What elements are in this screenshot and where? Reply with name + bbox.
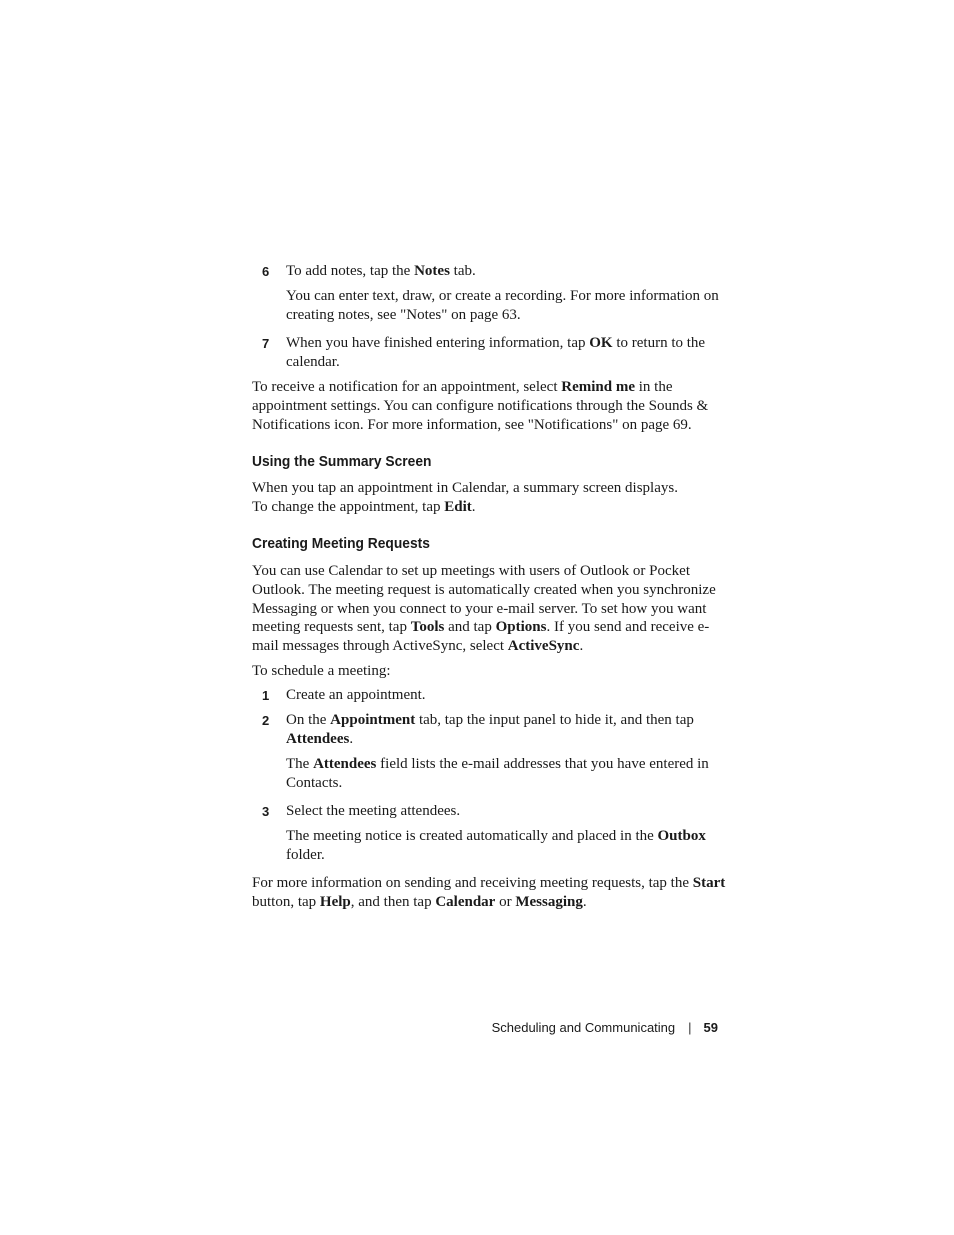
meeting-heading: Creating Meeting Requests xyxy=(252,535,430,552)
step-3-note: The meeting notice is created automatically and placed in the Outbox folder. xyxy=(286,828,706,863)
closing-paragraph: For more information on sending and receiving meeting requests, tap the Start button, tap Help, and then tap Calendar or Messaging. xyxy=(252,875,726,910)
summary-heading: Using the Summary Screen xyxy=(252,453,432,470)
step-number: 1 xyxy=(262,688,270,703)
meeting-intro: You can use Calendar to set up meetings with users of Outlook or Pocket Outlook. The meeting request is automatically created when you synchronize Messaging or when you connect to your e-mail server. To set how you want meeting requests sent, tap Tools and tap Options. If you send and receive e-mail messages through ActiveSync, select ActiveSync. xyxy=(252,563,716,655)
step-number: 3 xyxy=(262,804,270,819)
summary-line-1: When you tap an appointment in Calendar, a summary screen displays. xyxy=(252,480,678,496)
step-number: 6 xyxy=(262,264,270,279)
step-text: To add notes, tap the Notes tab. xyxy=(286,263,476,279)
step-6-note: You can enter text, draw, or create a recording. For more information on creating notes, see "Notes" on page 63. xyxy=(286,288,719,323)
step-number: 2 xyxy=(262,713,270,728)
step-text: Create an appointment. xyxy=(286,687,426,703)
step-text: When you have finished entering information, tap OK to return to the calendar. xyxy=(286,335,706,370)
page-footer xyxy=(470,1020,718,1035)
page-number: 59 xyxy=(703,1020,718,1035)
schedule-label: To schedule a meeting: xyxy=(252,663,391,679)
step-number: 7 xyxy=(262,336,270,351)
step-2-note: The Attendees field lists the e-mail addresses that you have entered in Contacts. xyxy=(286,756,709,791)
footer-section-title: Scheduling and Communicating xyxy=(491,1020,676,1035)
summary-line-2: To change the appointment, tap Edit. xyxy=(252,499,476,515)
step-text: On the Appointment tab, tap the input panel to hide it, and then tap Attendees. xyxy=(286,712,694,747)
footer-separator: | xyxy=(688,1020,692,1035)
remind-paragraph: To receive a notification for an appointment, select Remind me in the appointment settings. You can configure notifications through the Sounds & Notifications icon. For more information, see "Notifications" on page 69. xyxy=(252,379,709,433)
step-text: Select the meeting attendees. xyxy=(286,803,461,819)
